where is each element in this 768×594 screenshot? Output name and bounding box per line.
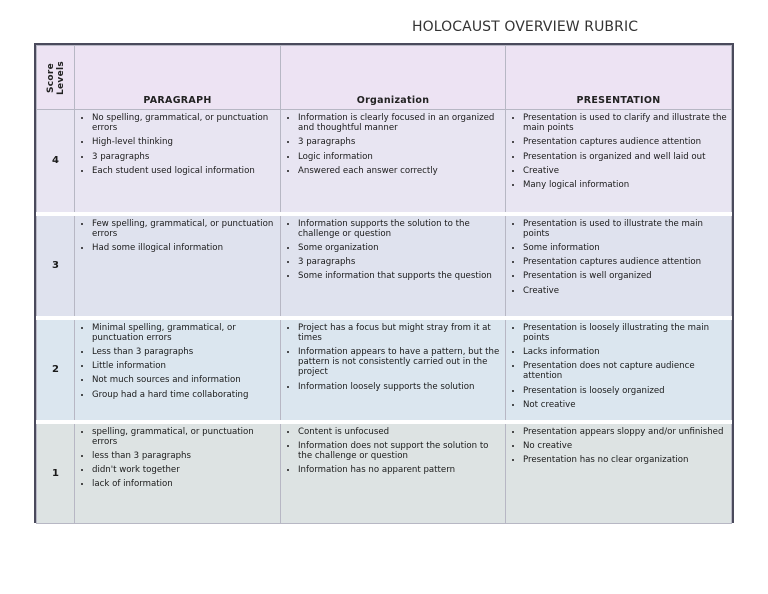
presentation-cell (506, 110, 732, 214)
score-levels-line1: Score (45, 62, 56, 93)
criteria-item: • Content is unfocused (298, 427, 503, 437)
criteria-item: • Answered each answer correctly (298, 166, 503, 176)
presentation-cell (506, 422, 732, 524)
criteria-item: • Not creative (523, 400, 729, 410)
criteria-item: • Project has a focus but might stray from it at times (298, 323, 503, 343)
criteria-item: • Less than 3 paragraphs (92, 347, 278, 357)
criteria-item: • spelling, grammatical, or punctuation errors (92, 427, 278, 447)
criteria-item: • Information is clearly focused in an organized and thoughtful manner (298, 113, 503, 133)
criteria-item: • less than 3 paragraphs (92, 451, 278, 461)
presentation-criteria-list (506, 424, 731, 466)
paragraph-cell (75, 214, 281, 318)
presentation-header: PRESENTATION (506, 46, 732, 110)
criteria-item: • Presentation captures audience attention (523, 137, 729, 147)
criteria-item: • Creative (523, 286, 729, 296)
presentation-cell (506, 214, 732, 318)
criteria-item: • Each student used logical information (92, 166, 278, 176)
criteria-item: • Presentation is loosely organized (523, 386, 729, 396)
paragraph-cell (75, 318, 281, 422)
criteria-item: • Presentation is used to clarify and illustrate the main points (523, 113, 729, 133)
criteria-item: • No creative (523, 441, 729, 451)
criteria-item: • Logic information (298, 152, 503, 162)
paragraph-criteria-list (75, 424, 280, 490)
criteria-item: • Group had a hard time collaborating (92, 390, 278, 400)
criteria-item: • Some information that supports the question (298, 271, 503, 281)
score-row-4 (37, 110, 732, 214)
score-row-2 (37, 318, 732, 422)
organization-cell (281, 422, 506, 524)
organization-criteria-list (281, 320, 505, 392)
paragraph-header: PARAGRAPH (75, 46, 281, 110)
criteria-item: • Presentation does not capture audience attention (523, 361, 729, 381)
paragraph-criteria-list (75, 110, 280, 176)
criteria-item: • Some information (523, 243, 729, 253)
criteria-item: • Presentation is well organized (523, 271, 729, 281)
organization-criteria-list (281, 424, 505, 476)
criteria-item: • No spelling, grammatical, or punctuation errors (92, 113, 278, 133)
rubric-table (34, 43, 734, 523)
score-level: 2 (37, 318, 75, 422)
presentation-criteria-list (506, 216, 731, 296)
criteria-item: • Few spelling, grammatical, or punctuation errors (92, 219, 278, 239)
criteria-item: • Information supports the solution to the challenge or question (298, 219, 503, 239)
organization-criteria-list (281, 110, 505, 176)
page-title: HOLOCAUST OVERVIEW RUBRIC (412, 19, 639, 35)
criteria-item: • Information has no apparent pattern (298, 465, 503, 475)
criteria-item: • Little information (92, 361, 278, 371)
score-levels-line2: Levels (55, 60, 66, 95)
score-row-3 (37, 214, 732, 318)
header-row (37, 46, 732, 110)
score-level: 4 (37, 110, 75, 214)
presentation-criteria-list (506, 320, 731, 410)
criteria-item: • Information does not support the solution to the challenge or question (298, 441, 503, 461)
criteria-item: • Presentation is organized and well laid out (523, 152, 729, 162)
criteria-item: • Some organization (298, 243, 503, 253)
criteria-item: • Presentation is loosely illustrating the main points (523, 323, 729, 343)
criteria-item: • Information appears to have a pattern, but the pattern is not consistently carried out in the project (298, 347, 503, 378)
presentation-cell (506, 318, 732, 422)
paragraph-criteria-list (75, 320, 280, 400)
criteria-item: • Lacks information (523, 347, 729, 357)
criteria-item: • lack of information (92, 479, 278, 489)
criteria-item: • Had some illogical information (92, 243, 278, 253)
organization-cell (281, 214, 506, 318)
paragraph-cell (75, 110, 281, 214)
organization-criteria-list (281, 216, 505, 282)
organization-header: Organization (281, 46, 506, 110)
score-row-1 (37, 422, 732, 524)
criteria-item: • Creative (523, 166, 729, 176)
criteria-item: • 3 paragraphs (298, 137, 503, 147)
score-levels-header (37, 46, 75, 110)
criteria-item: • Information loosely supports the solution (298, 382, 503, 392)
criteria-item: • Presentation captures audience attention (523, 257, 729, 267)
criteria-item: • Many logical information (523, 180, 729, 190)
criteria-item: • Presentation has no clear organization (523, 455, 729, 465)
organization-cell (281, 110, 506, 214)
paragraph-criteria-list (75, 216, 280, 254)
organization-cell (281, 318, 506, 422)
criteria-item: • Minimal spelling, grammatical, or punctuation errors (92, 323, 278, 343)
score-level: 3 (37, 214, 75, 318)
criteria-item: • didn't work together (92, 465, 278, 475)
criteria-item: • 3 paragraphs (298, 257, 503, 267)
criteria-item: • 3 paragraphs (92, 152, 278, 162)
criteria-item: • Presentation appears sloppy and/or unfinished (523, 427, 729, 437)
paragraph-cell (75, 422, 281, 524)
score-level: 1 (37, 422, 75, 524)
criteria-item: • High-level thinking (92, 137, 278, 147)
criteria-item: • Not much sources and information (92, 375, 278, 385)
criteria-item: • Presentation is used to illustrate the main points (523, 219, 729, 239)
presentation-criteria-list (506, 110, 731, 190)
